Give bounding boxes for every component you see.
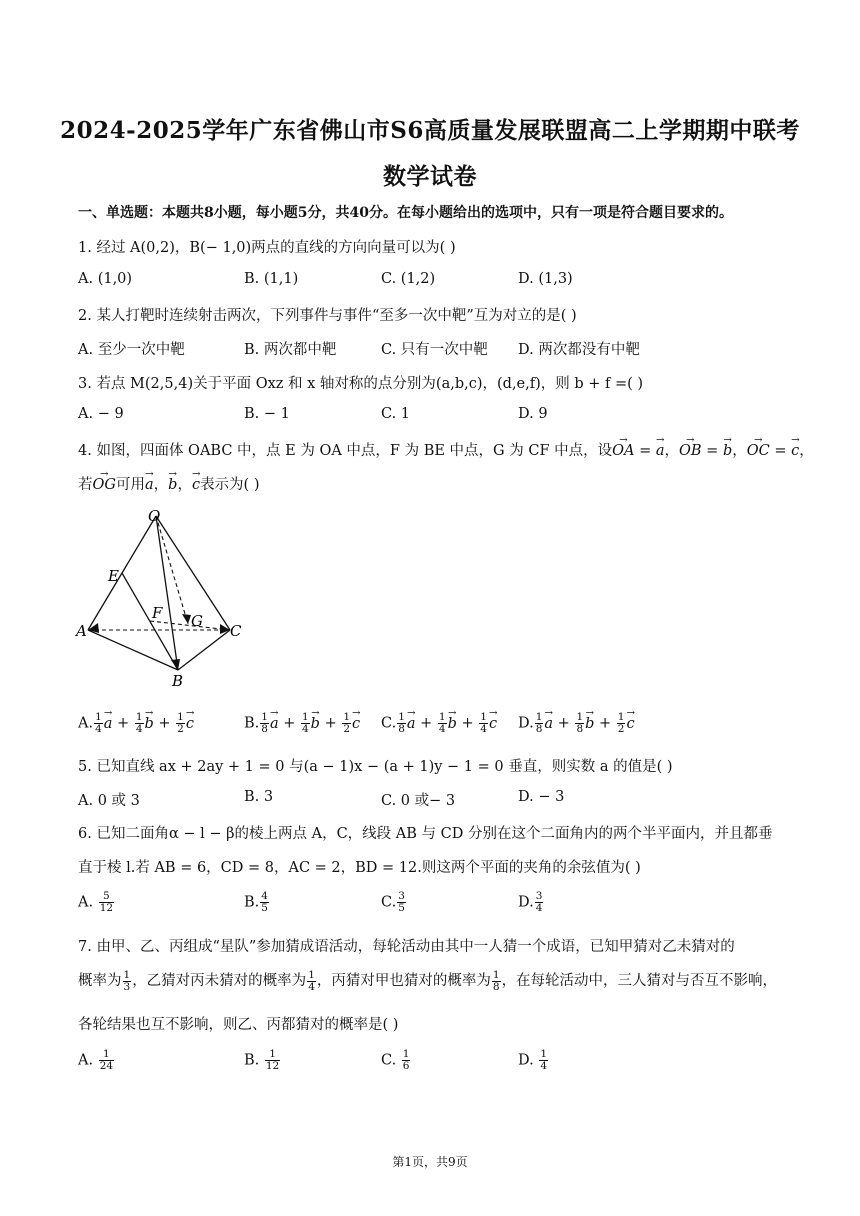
label-B: B [172, 672, 184, 690]
label-G: G [191, 612, 203, 630]
question-5: 5. 已知直线 ax + 2ay + 1 = 0 与(a − 1)x − (a + 1)y − 1 = 0 垂直，则实数 a 的值是( ) [78, 759, 673, 775]
question-6-line1: 6. 已知二面角α − l − β的棱上两点 A，C，线段 AB 与 CD 分别在这个二面角内的两个半平面内，并且都垂 [78, 826, 773, 842]
label-E: E [108, 567, 119, 585]
q5-option-b: B. 3 [244, 789, 274, 805]
arrowhead-G [182, 614, 191, 624]
q4-vector-expr: 若→ OG可用→ a，→ b，→ c [78, 477, 200, 493]
q4-option-c: C. $\frac{1}{8}$ → a + $\frac{1}{4}$ → b + $\frac{1}{4}$ → c [381, 712, 497, 735]
edge-OB [156, 516, 178, 670]
label-C: C [230, 622, 242, 640]
page-subtitle: 数学试卷 [383, 163, 477, 190]
q3-option-c: C. 1 [381, 406, 411, 422]
question-4-line2 [78, 473, 790, 494]
q5-option-a: A. 0 或 3 [78, 793, 140, 809]
q3-option-d: D. 9 [518, 406, 548, 422]
arrowhead-C [220, 624, 230, 634]
question-4-line1 [78, 439, 814, 460]
question-6-line2: 直于棱 l.若 AB = 6，CD = 8，AC = 2，BD = 12.则这两个平面的夹角的余弦值为( ) [78, 860, 641, 876]
segment-FC [150, 621, 230, 630]
q2-option-b: B. 两次都中靶 [244, 342, 337, 358]
q3-option-a: A. − 9 [78, 406, 124, 422]
q6-option-a: A. $\frac{5}{12}$ [78, 890, 114, 914]
question-7-line2: 概率为 $\frac{1}{3}$ ，乙猜对丙未猜对的概率为 $\frac{1}{4}$ ，丙猜对甲也猜对的概率为 $\frac{1}{8}$ ，在每轮活动中，三人猜对与否互不影响， [78, 968, 778, 993]
q1-option-c: C. (1,2) [381, 271, 436, 287]
q2-option-c: C. 只有一次中靶 [381, 342, 488, 358]
q7-option-a: A. $\frac{1}{24}$ [78, 1048, 114, 1072]
question-7-line3: 各轮结果也互不影响，则乙、丙都猜对的概率是( ) [78, 1017, 399, 1033]
q3-option-b: B. − 1 [244, 406, 290, 422]
q4-text-pre: 4. 如图，四面体 OABC 中，点 E 为 OA 中点，F 为 BE 中点，G 为 CF 中点，设 [78, 443, 613, 459]
section-header: 一、单选题：本题共8小题，每小题5分，共40分。在每小题给出的选项中，只有一项是符合题目要求的。 [78, 205, 733, 221]
q6-option-b: B. $\frac{4}{5}$ [244, 890, 268, 914]
q5-option-d: D. − 3 [518, 789, 565, 805]
q6-option-c: C. $\frac{3}{5}$ [381, 890, 405, 914]
q7-option-c: C. $\frac{1}{6}$ [381, 1048, 410, 1072]
question-3: 3. 若点 M(2,5,4)关于平面 Oxz 和 x 轴对称的点分别为(a,b,c)，(d,e,f)，则 b + f =( ) [78, 376, 644, 392]
q4-text-post: 表示为( ) [200, 477, 260, 493]
tetrahedron-figure [70, 500, 260, 695]
q1-option-b: B. (1,1) [244, 271, 299, 287]
q2-option-d: D. 两次都没有中靶 [518, 342, 640, 358]
q4-vectors-def: → OA = → a，→ OB = → b，→ OC = → c， [612, 443, 814, 459]
q6-option-d: D. $\frac{3}{4}$ [518, 890, 543, 914]
question-2: 2. 某人打靶时连续射击两次，下列事件与事件“至多一次中靶”互为对立的是( ) [78, 308, 577, 324]
page-footer: 第1页，共9页 [392, 1155, 468, 1169]
q2-option-a: A. 至少一次中靶 [78, 342, 185, 358]
q4-option-a: A. $\frac{1}{4}$ → a + $\frac{1}{4}$ → b + $\frac{1}{2}$ → c [78, 712, 194, 735]
label-F: F [152, 604, 163, 622]
page-title: 2024-2025学年广东省佛山市S6高质量发展联盟高二上学期期中联考 [60, 117, 800, 144]
question-7-line1: 7. 由甲、乙、丙组成“星队”参加猜成语活动，每轮活动由其中一人猜一个成语，已知甲猜对乙未猜对的 [78, 939, 735, 955]
q5-option-c: C. 0 或− 3 [381, 793, 456, 809]
q1-option-a: A. (1,0) [78, 271, 133, 287]
edge-CB [178, 630, 230, 670]
q4-option-b: B. $\frac{1}{8}$ → a + $\frac{1}{4}$ → b + $\frac{1}{2}$ → c [244, 712, 360, 735]
label-O: O [148, 507, 161, 525]
label-A: A [76, 622, 87, 640]
question-1: 1. 经过 A(0,2)，B(− 1,0)两点的直线的方向向量可以为( ) [78, 240, 456, 256]
q1-option-d: D. (1,3) [518, 271, 573, 287]
q7-option-b: B. $\frac{1}{12}$ [244, 1048, 280, 1072]
q4-option-d: D. $\frac{1}{8}$ → a + $\frac{1}{8}$ → b + $\frac{1}{2}$ → c [518, 712, 635, 735]
q7-option-d: D. $\frac{1}{4}$ [518, 1048, 548, 1072]
edge-AB [88, 630, 178, 670]
